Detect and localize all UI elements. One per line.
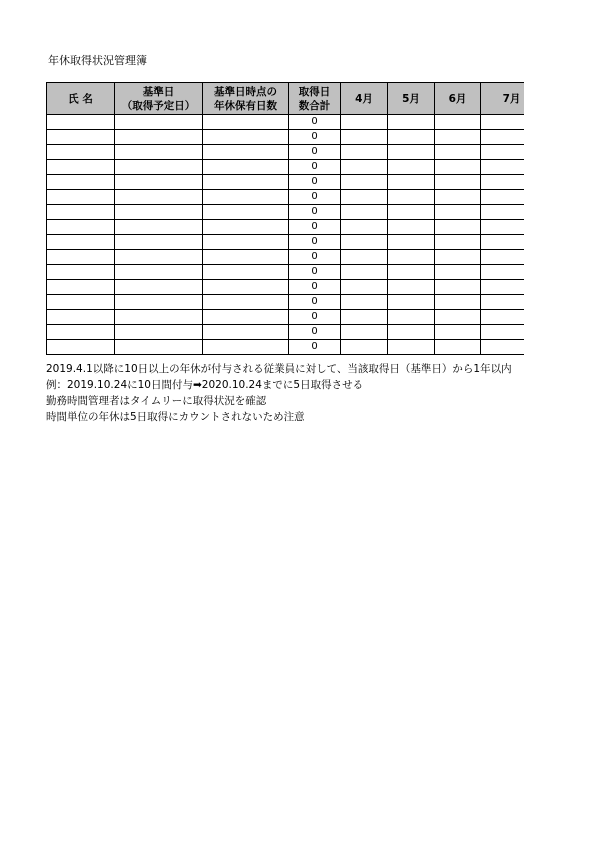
cell-name[interactable]	[47, 190, 115, 205]
cell-base-date[interactable]	[115, 235, 203, 250]
cell-may[interactable]	[388, 130, 435, 145]
cell-total-days[interactable]: 0	[289, 160, 341, 175]
table-row	[47, 295, 525, 310]
cell-total-days[interactable]: 0	[289, 265, 341, 280]
cell-base-date[interactable]	[115, 325, 203, 340]
cell-base-date[interactable]	[115, 265, 203, 280]
cell-holding-days[interactable]	[203, 175, 289, 190]
cell-april[interactable]	[341, 160, 388, 175]
note-line-1: 2019.4.1以降に10日以上の年休が付与される従業員に対して、当該取得日（基準日）から1年以内	[46, 363, 512, 375]
cell-holding-days[interactable]	[203, 250, 289, 265]
cell-holding-days[interactable]	[203, 220, 289, 235]
cell-april[interactable]	[341, 280, 388, 295]
cell-name[interactable]	[47, 280, 115, 295]
cell-base-date[interactable]	[115, 190, 203, 205]
table-row	[47, 130, 525, 145]
cell-total-days[interactable]: 0	[289, 190, 341, 205]
cell-holding-days[interactable]	[203, 295, 289, 310]
cell-july[interactable]	[481, 175, 525, 190]
cell-april[interactable]	[341, 130, 388, 145]
cell-base-date[interactable]	[115, 295, 203, 310]
cell-holding-days[interactable]	[203, 265, 289, 280]
cell-may[interactable]	[388, 115, 435, 130]
table-row	[47, 235, 525, 250]
cell-total-days[interactable]: 0	[289, 130, 341, 145]
cell-may[interactable]	[388, 205, 435, 220]
cell-june[interactable]	[435, 160, 481, 175]
cell-june[interactable]	[435, 340, 481, 355]
cell-holding-days[interactable]	[203, 235, 289, 250]
cell-may[interactable]	[388, 175, 435, 190]
leave-ledger-table	[46, 82, 524, 355]
cell-total-days[interactable]: 0	[289, 280, 341, 295]
cell-may[interactable]	[388, 145, 435, 160]
cell-name[interactable]	[47, 220, 115, 235]
cell-total-days[interactable]: 0	[289, 235, 341, 250]
cell-holding-days[interactable]	[203, 160, 289, 175]
header-april: 4月	[341, 83, 388, 115]
cell-name[interactable]	[47, 130, 115, 145]
cell-name[interactable]	[47, 340, 115, 355]
cell-july[interactable]	[481, 295, 525, 310]
header-base-date: 基準日 （取得予定日）	[115, 83, 203, 115]
page-title: 年休取得状況管理簿	[48, 54, 147, 67]
header-may: 5月	[388, 83, 435, 115]
cell-june[interactable]	[435, 280, 481, 295]
cell-name[interactable]	[47, 250, 115, 265]
cell-base-date[interactable]	[115, 220, 203, 235]
table-row	[47, 280, 525, 295]
header-name: 氏 名	[47, 83, 115, 115]
cell-june[interactable]	[435, 310, 481, 325]
cell-base-date[interactable]	[115, 310, 203, 325]
cell-may[interactable]	[388, 220, 435, 235]
cell-june[interactable]	[435, 145, 481, 160]
cell-name[interactable]	[47, 310, 115, 325]
cell-june[interactable]	[435, 205, 481, 220]
table-row	[47, 325, 525, 340]
table-row	[47, 190, 525, 205]
cell-april[interactable]	[341, 265, 388, 280]
cell-may[interactable]	[388, 295, 435, 310]
cell-base-date[interactable]	[115, 115, 203, 130]
cell-may[interactable]	[388, 265, 435, 280]
cell-april[interactable]	[341, 310, 388, 325]
cell-holding-days[interactable]	[203, 115, 289, 130]
cell-may[interactable]	[388, 235, 435, 250]
cell-july[interactable]	[481, 325, 525, 340]
cell-june[interactable]	[435, 175, 481, 190]
table-row	[47, 145, 525, 160]
table-row	[47, 220, 525, 235]
cell-holding-days[interactable]	[203, 310, 289, 325]
cell-name[interactable]	[47, 295, 115, 310]
cell-july[interactable]	[481, 130, 525, 145]
cell-base-date[interactable]	[115, 205, 203, 220]
cell-base-date[interactable]	[115, 175, 203, 190]
cell-total-days[interactable]: 0	[289, 310, 341, 325]
cell-may[interactable]	[388, 340, 435, 355]
cell-may[interactable]	[388, 250, 435, 265]
cell-july[interactable]	[481, 190, 525, 205]
cell-june[interactable]	[435, 235, 481, 250]
cell-total-days[interactable]: 0	[289, 325, 341, 340]
header-total-days: 取得日 数合計	[289, 83, 341, 115]
table-row	[47, 160, 525, 175]
cell-total-days[interactable]: 0	[289, 295, 341, 310]
cell-total-days[interactable]: 0	[289, 205, 341, 220]
cell-base-date[interactable]	[115, 250, 203, 265]
cell-holding-days[interactable]	[203, 205, 289, 220]
cell-name[interactable]	[47, 145, 115, 160]
cell-total-days[interactable]: 0	[289, 340, 341, 355]
cell-holding-days[interactable]	[203, 280, 289, 295]
cell-name[interactable]	[47, 265, 115, 280]
cell-may[interactable]	[388, 160, 435, 175]
cell-name[interactable]	[47, 325, 115, 340]
cell-april[interactable]	[341, 145, 388, 160]
cell-april[interactable]	[341, 295, 388, 310]
ledger-body	[47, 115, 525, 355]
cell-total-days[interactable]: 0	[289, 250, 341, 265]
cell-april[interactable]	[341, 250, 388, 265]
note-line-2: 例：2019.10.24に10日間付与➡2020.10.24までに5日取得させる	[46, 379, 364, 391]
cell-april[interactable]	[341, 205, 388, 220]
cell-july[interactable]	[481, 145, 525, 160]
cell-june[interactable]	[435, 220, 481, 235]
cell-base-date[interactable]	[115, 145, 203, 160]
cell-april[interactable]	[341, 340, 388, 355]
header-row	[47, 83, 525, 115]
cell-total-days[interactable]: 0	[289, 145, 341, 160]
table-row	[47, 310, 525, 325]
cell-base-date[interactable]	[115, 130, 203, 145]
cell-july[interactable]	[481, 115, 525, 130]
cell-may[interactable]	[388, 280, 435, 295]
cell-may[interactable]	[388, 190, 435, 205]
cell-april[interactable]	[341, 190, 388, 205]
cell-june[interactable]	[435, 130, 481, 145]
cell-june[interactable]	[435, 295, 481, 310]
cell-june[interactable]	[435, 265, 481, 280]
cell-total-days[interactable]: 0	[289, 220, 341, 235]
cell-july[interactable]	[481, 220, 525, 235]
cell-july[interactable]	[481, 250, 525, 265]
cell-holding-days[interactable]	[203, 190, 289, 205]
cell-may[interactable]	[388, 310, 435, 325]
cell-name[interactable]	[47, 205, 115, 220]
note-line-3: 勤務時間管理者はタイムリーに取得状況を確認	[46, 395, 267, 407]
cell-holding-days[interactable]	[203, 145, 289, 160]
header-holding-days: 基準日時点の 年休保有日数	[203, 83, 289, 115]
cell-may[interactable]	[388, 325, 435, 340]
cell-july[interactable]	[481, 265, 525, 280]
cell-july[interactable]	[481, 280, 525, 295]
cell-total-days[interactable]: 0	[289, 115, 341, 130]
cell-july[interactable]	[481, 235, 525, 250]
cell-july[interactable]	[481, 310, 525, 325]
cell-april[interactable]	[341, 235, 388, 250]
table-row	[47, 250, 525, 265]
ledger-table-area	[46, 82, 524, 362]
cell-base-date[interactable]	[115, 280, 203, 295]
cell-june[interactable]	[435, 325, 481, 340]
table-row	[47, 340, 525, 355]
cell-april[interactable]	[341, 175, 388, 190]
table-row	[47, 205, 525, 220]
note-line-4: 時間単位の年休は5日取得にカウントされないため注意	[46, 411, 305, 423]
header-july: 7月	[481, 83, 525, 115]
cell-holding-days[interactable]	[203, 325, 289, 340]
cell-holding-days[interactable]	[203, 130, 289, 145]
table-row	[47, 175, 525, 190]
cell-name[interactable]	[47, 175, 115, 190]
cell-name[interactable]	[47, 115, 115, 130]
cell-april[interactable]	[341, 220, 388, 235]
cell-total-days[interactable]: 0	[289, 175, 341, 190]
cell-base-date[interactable]	[115, 160, 203, 175]
cell-name[interactable]	[47, 235, 115, 250]
cell-holding-days[interactable]	[203, 340, 289, 355]
cell-name[interactable]	[47, 160, 115, 175]
cell-june[interactable]	[435, 250, 481, 265]
table-row	[47, 115, 525, 130]
cell-april[interactable]	[341, 115, 388, 130]
cell-july[interactable]	[481, 160, 525, 175]
header-june: 6月	[435, 83, 481, 115]
cell-april[interactable]	[341, 325, 388, 340]
cell-july[interactable]	[481, 205, 525, 220]
cell-base-date[interactable]	[115, 340, 203, 355]
cell-july[interactable]	[481, 340, 525, 355]
table-row	[47, 265, 525, 280]
cell-june[interactable]	[435, 115, 481, 130]
cell-june[interactable]	[435, 190, 481, 205]
